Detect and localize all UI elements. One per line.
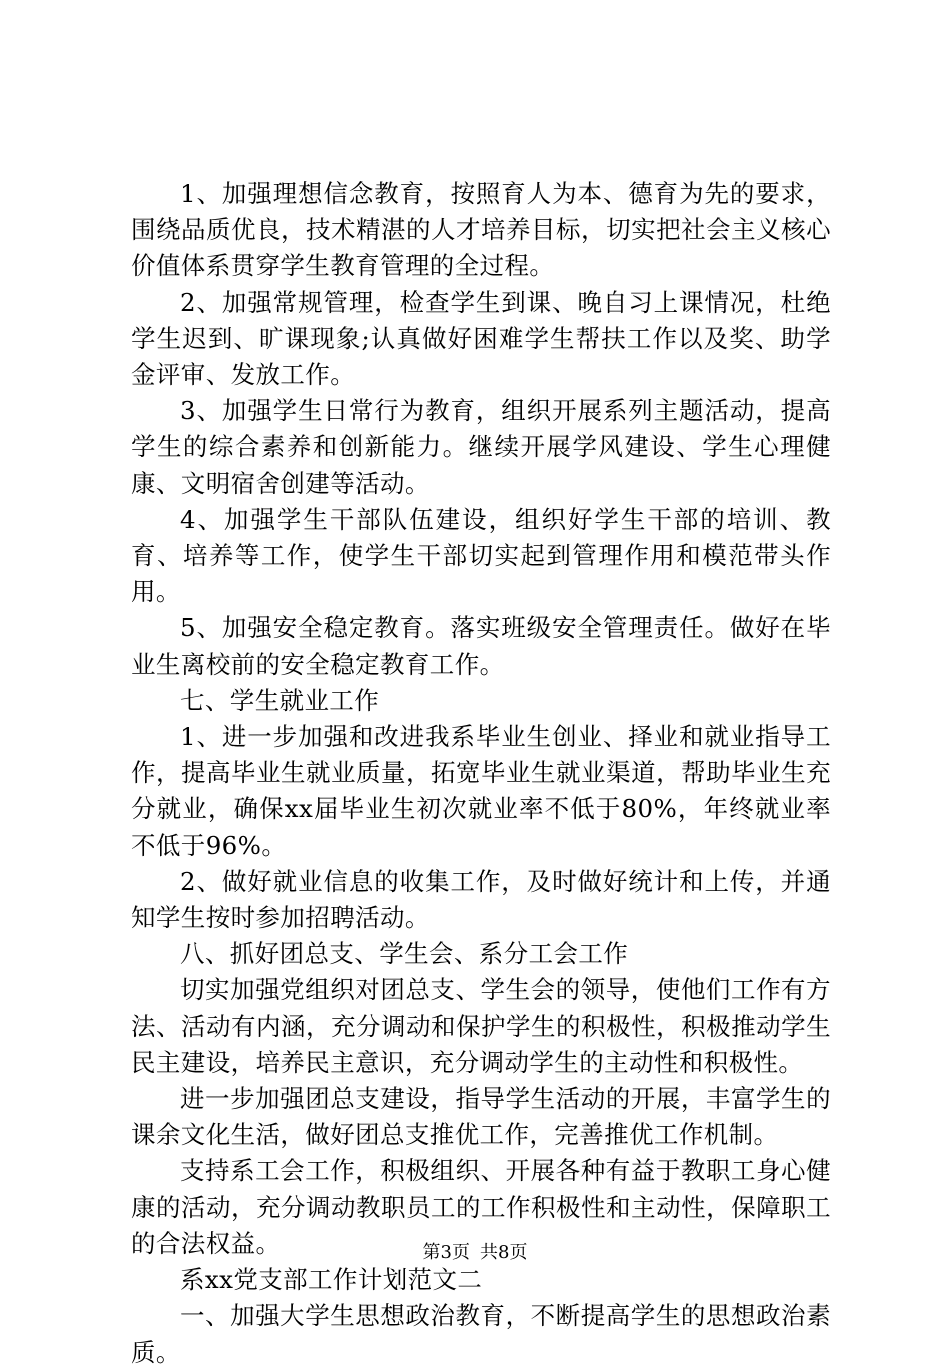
section-heading: 七、学生就业工作 [180,685,380,715]
paragraph: 2、加强常规管理，检查学生到课、晚自习上课情况，杜绝学生迟到、旷课现象;认真做好困难学生帮扶工作以及奖、助学金评审、发放工作。 [131,287,831,390]
paragraph: 进一步加强团总支建设，指导学生活动的开展，丰富学生的课余文化生活，做好团总支推优工作，完善推优工作机制。 [131,1084,831,1150]
paragraph: 4、加强学生干部队伍建设，组织好学生干部的培训、教育、培养等工作，使学生干部切实起到管理作用和模范带头作用。 [131,504,831,607]
paragraph: 3、加强学生日常行为教育，组织开展系列主题活动，提高学生的综合素养和创新能力。继续开展学风建设、学生心理健康、文明宿舍创建等活动。 [131,396,831,498]
paragraph: 5、加强安全稳定教育。落实班级安全管理责任。做好在毕业生离校前的安全稳定教育工作。 [131,613,831,679]
section-heading: 八、抓好团总支、学生会、系分工会工作 [180,939,629,969]
paragraph: 1、进一步加强和改进我系毕业生创业、择业和就业指导工作，提高毕业生就业质量，拓宽毕业生就业渠道，帮助毕业生充分就业，确保xx届毕业生初次就业率不低于80%，年终就业率不低于96%。 [131,722,831,860]
page-footer [0,1241,950,1265]
paragraph: 支持系工会工作，积极组织、开展各种有益于教职工身心健康的活动，充分调动教职员工的工作积极性和主动性，保障职工的合法权益。 [131,1156,831,1258]
paragraph: 1、加强理想信念教育，按照育人为本、德育为先的要求，围绕品质优良，技术精湛的人才培养目标，切实把社会主义核心价值体系贯穿学生教育管理的全过程。 [131,179,831,281]
paragraph: 2、做好就业信息的收集工作，及时做好统计和上传，并通知学生按时参加招聘活动。 [131,866,831,933]
page-total: 共8页 [480,1242,528,1263]
document-subtitle: 系xx党支部工作计划范文二 [180,1265,483,1295]
paragraph: 切实加强党组织对团总支、学生会的领导，使他们工作有方法、活动有内涵，充分调动和保护学生的积极性，积极推动学生民主建设，培养民主意识，充分调动学生的主动性和积极性。 [131,975,831,1077]
paragraph: 一、加强大学生思想政治教育，不断提高学生的思想政治素质。 [131,1301,831,1367]
page-number: 第3页 [422,1242,470,1263]
document-body [131,176,831,1371]
